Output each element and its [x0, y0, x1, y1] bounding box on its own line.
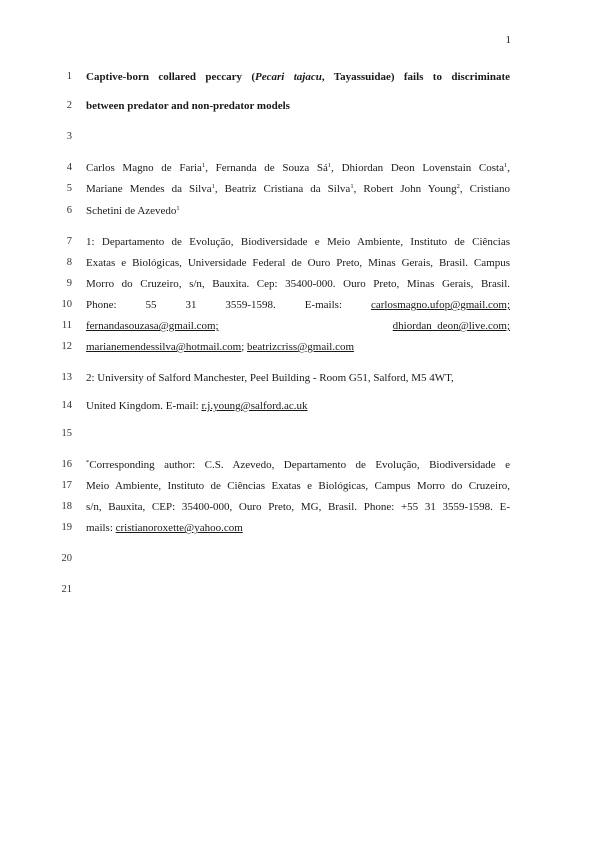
title-text: Captive-born collared peccary (: [86, 71, 256, 83]
affiliation-line: 1: Departamento de Evolução, Biodiversidade e Meio Ambiente, Instituto de Ciências: [86, 236, 510, 248]
affiliation-contact-line: [86, 299, 510, 311]
author-name: , Cristiano: [459, 183, 511, 195]
title-line-2: between predator and non-predator models: [86, 100, 290, 112]
affiliation-line: Exatas e Biológicas, Universidade Federal de Ouro Preto, Minas Gerais, Brasil. Campus: [86, 257, 510, 269]
line-number: 4: [66, 162, 72, 173]
line-number: 11: [61, 320, 72, 331]
line-number: 1: [66, 71, 72, 82]
email-link[interactable]: r.j.young@salford.ac.uk: [201, 400, 308, 412]
email-link[interactable]: dhiordan_deon@live.com;: [392, 320, 510, 332]
affiliation-line: Morro do Cruzeiro, s/n, Bauxita. Cep: 35400-000. Ouro Preto, Minas Gerais, Brasil.: [86, 278, 510, 290]
line-number: 20: [61, 553, 72, 564]
authors-line-3: [86, 205, 510, 217]
title-line-1: [86, 71, 510, 83]
author-name: ,: [507, 162, 510, 174]
phone-number: 3559-1598.: [225, 299, 276, 311]
email-link[interactable]: fernandasouzasa@gmail.com;: [86, 320, 219, 332]
email-link[interactable]: beatrizcriss@gmail.com: [247, 341, 355, 353]
line-number: 16: [61, 459, 72, 470]
line-number: 8: [66, 257, 72, 268]
author-name: , Robert John Young: [353, 183, 457, 195]
author-name: Schetini de Azevedo: [86, 205, 177, 217]
corresponding-line: [86, 459, 510, 471]
corresponding-email-line: [86, 522, 510, 534]
authors-line-2: [86, 183, 510, 195]
affiliation-marker: 2: [456, 183, 460, 190]
affiliation-marker: 1: [201, 162, 206, 169]
line-number: 15: [61, 428, 72, 439]
line-number: 14: [61, 400, 72, 411]
scientific-name: Pecari tajacu: [255, 71, 322, 83]
affiliation-email-line: [86, 400, 510, 412]
emails-label: E-mails:: [304, 299, 343, 311]
corresponding-line: s/n, Bauxita, CEP: 35400-000, Ouro Preto, MG, Brasil. Phone: +55 31 3559-1598. E-: [86, 501, 510, 513]
affiliation-marker: 1: [350, 183, 354, 190]
corresponding-mark: *: [86, 459, 90, 466]
line-number: 7: [66, 236, 72, 247]
line-number: 3: [66, 131, 72, 142]
authors-line-1: [86, 162, 510, 174]
author-name: Carlos Magno de Faria: [86, 162, 202, 174]
email-link[interactable]: marianemendessilva@hotmail.com: [86, 341, 242, 353]
page-number: 1: [505, 34, 511, 46]
corresponding-text: Corresponding author: C.S. Azevedo, Departamento de Evolução, Biodiversidade e: [89, 459, 510, 471]
phone-label: Phone:: [86, 299, 117, 311]
line-number: 9: [66, 278, 72, 289]
line-number: 21: [61, 584, 72, 595]
line-number: 5: [66, 183, 72, 194]
line-number: 12: [61, 341, 72, 352]
line-number: 18: [61, 501, 72, 512]
affiliation-marker: 1: [504, 162, 508, 169]
author-name: , Fernanda de Souza Sá: [205, 162, 328, 174]
affiliation-marker: 1: [327, 162, 332, 169]
affiliation-email-line: [86, 341, 510, 353]
email-link[interactable]: carlosmagno.ufop@gmail.com;: [370, 299, 510, 311]
affiliation-email-line: [86, 320, 510, 332]
affiliation-marker: 1: [211, 183, 215, 190]
affiliation-text: United Kingdom. E-mail:: [86, 400, 202, 412]
line-number: 17: [61, 480, 72, 491]
author-name: , Dhiordan Deon Lovenstain Costa: [331, 162, 504, 174]
corresponding-text: mails:: [86, 522, 116, 534]
author-name: Mariane Mendes da Silva: [86, 183, 212, 195]
affiliation-line: 2: University of Salford Manchester, Peel Building - Room G51, Salford, M5 4WT,: [86, 372, 454, 384]
email-separator: ;: [241, 341, 248, 353]
phone-area-code: 31: [185, 299, 197, 311]
author-name: , Beatriz Cristiana da Silva: [214, 183, 351, 195]
email-link[interactable]: cristianoroxette@yahoo.com: [115, 522, 243, 534]
line-number: 6: [66, 205, 72, 216]
title-text: , Tayassuidae) fails to discriminate: [321, 71, 510, 83]
line-number: 2: [66, 100, 72, 111]
line-number: 10: [61, 299, 72, 310]
corresponding-line: Meio Ambiente, Instituto de Ciências Exatas e Biológicas, Campus Morro do Cruzeiro,: [86, 480, 510, 492]
affiliation-marker: 1: [176, 205, 180, 212]
phone-country-code: 55: [145, 299, 157, 311]
line-number: 13: [61, 372, 72, 383]
line-number: 19: [61, 522, 72, 533]
